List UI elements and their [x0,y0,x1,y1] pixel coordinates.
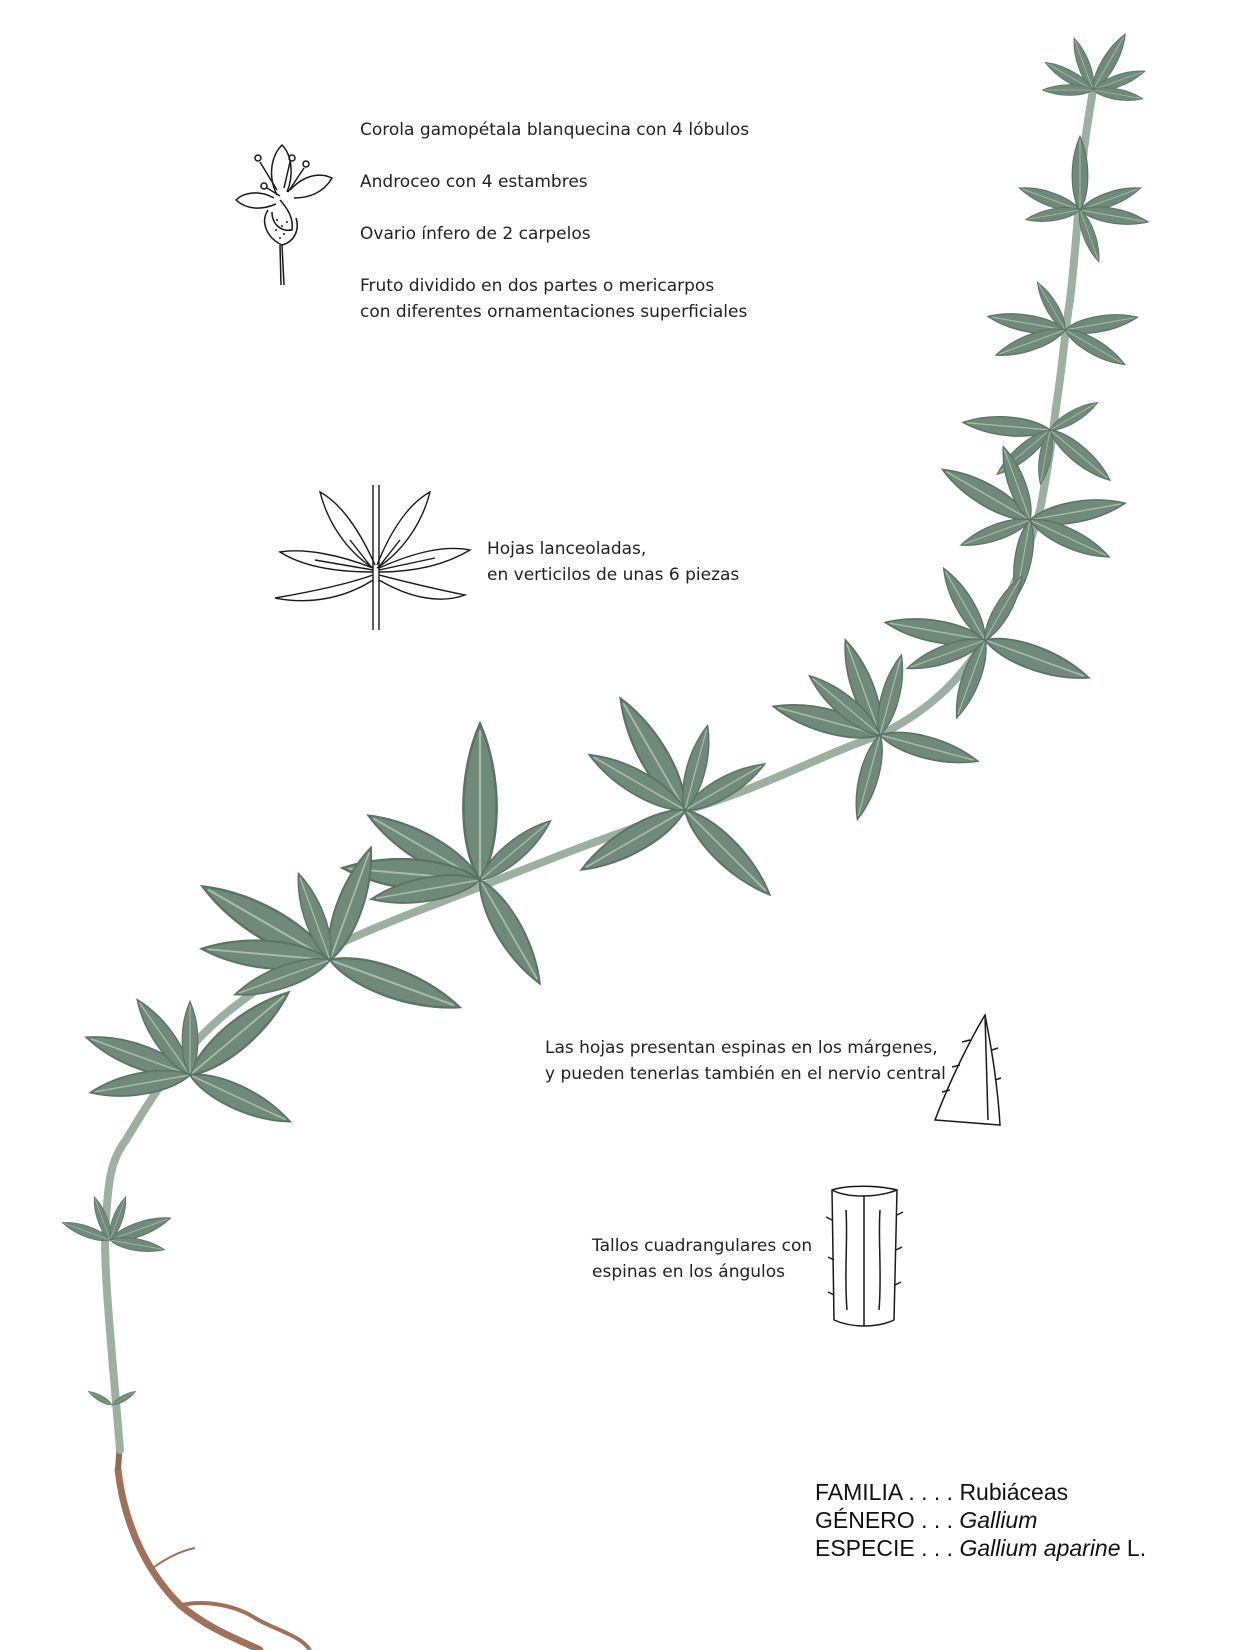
stems-note-line-2: espinas en los ángulos [592,1262,786,1282]
spines-note-line-1: Las hojas presentan espinas en los márgenes, [545,1038,938,1058]
stems-note-line-1: Tallos cuadrangulares con [592,1236,813,1256]
taxonomy-block [815,1478,1146,1562]
genero-value: Gallium [959,1507,1038,1533]
especie-row [815,1534,1146,1562]
ovario-note: Ovario ínfero de 2 carpelos [360,224,591,244]
spines-note-line-2: y pueden tenerlas también en el nervio central [545,1064,946,1084]
familia-label: FAMILIA . . . . [815,1479,954,1505]
root [118,1440,310,1650]
leaf-whorl-sketch [275,480,475,635]
leaves-note-line-2: en verticilos de unas 6 piezas [487,565,740,585]
familia-value: Rubiáceas [959,1479,1069,1505]
genero-row [815,1506,1146,1534]
especie-value: Gallium aparine [959,1535,1121,1561]
genero-label: GÉNERO . . . [815,1507,954,1533]
corola-note: Corola gamopétala blanquecina con 4 lóbulos [360,120,750,140]
flower-sketch [232,130,342,290]
especie-author: L. [1126,1535,1147,1561]
leaves-note [487,536,739,588]
fruto-note-line-1: Fruto dividido en dos partes o mericarpos [360,276,715,296]
androceo-note: Androceo con 4 estambres [360,172,588,192]
stems-note [592,1233,812,1285]
stem-sketch [822,1180,907,1330]
leaves-note-line-1: Hojas lanceoladas, [487,539,647,559]
especie-label: ESPECIE . . . [815,1535,954,1561]
fruto-note-line-2: con diferentes ornamentaciones superficiales [360,302,748,322]
flower-notes [360,117,749,325]
spines-note [545,1035,946,1087]
familia-row [815,1478,1146,1506]
